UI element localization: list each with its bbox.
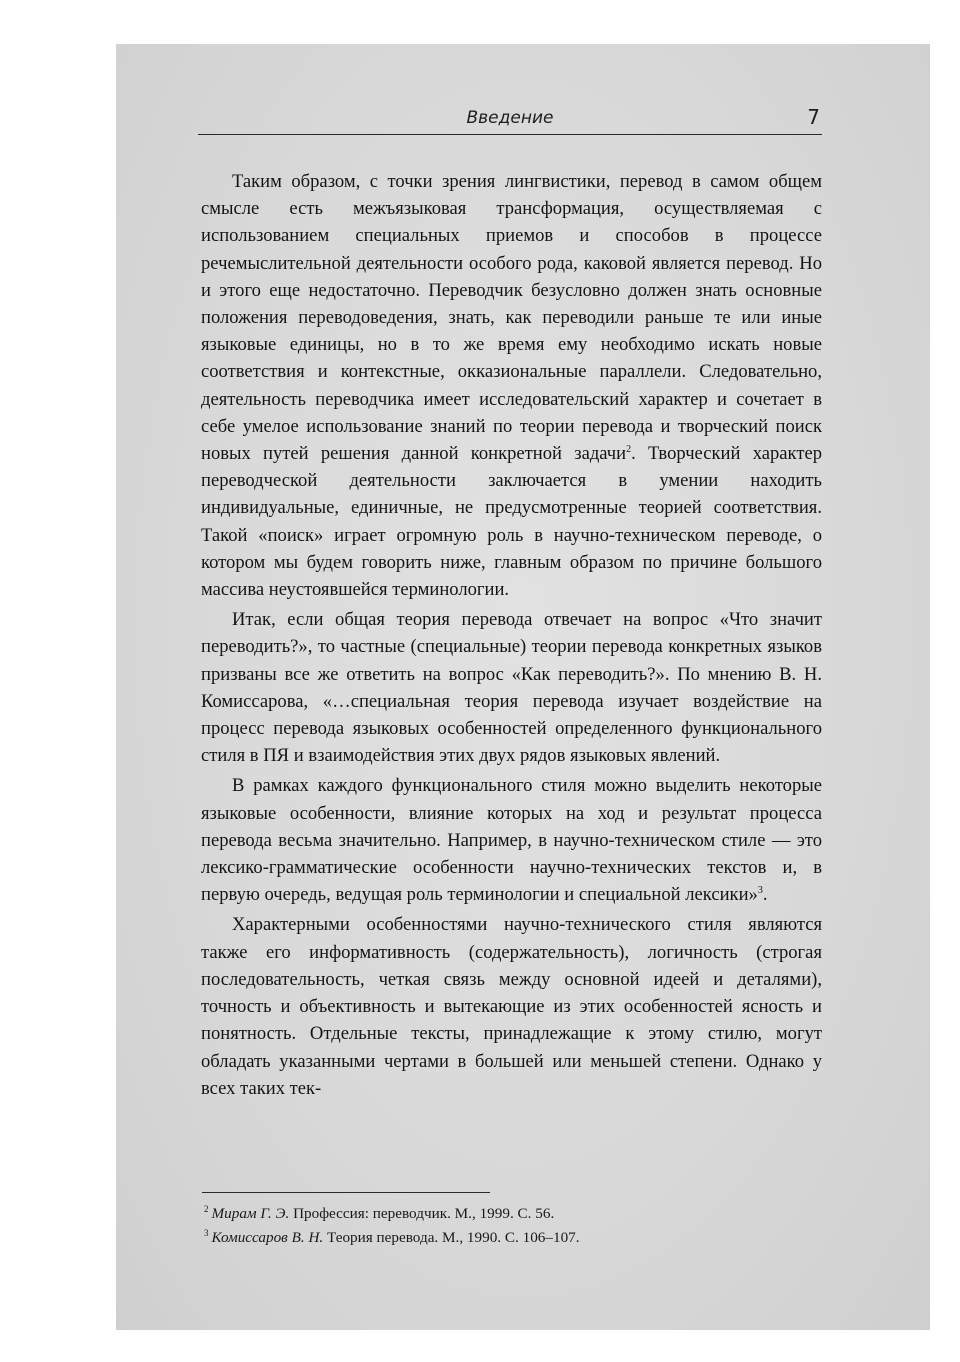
footnote-text: Теория перевода. М., 1990. С. 106–107. [323,1229,580,1246]
footnote-number: 3 [204,1228,209,1238]
footnote-author: Комиссаров В. Н. [211,1229,324,1246]
footnotes [204,1202,824,1250]
running-title: Введение [466,108,554,128]
paragraph-3 [201,772,822,908]
paragraph-4 [201,911,822,1101]
paragraph-text-tail: . Творческий характер переводческой деятельности заключается в умении находить индивидуальные, единичные, не предусмотренные теорией соответствия. Такой «поиск» играет огромную роль в научно-техническом переводе, о котором мы будем говорить ниже, главным образом по причине большого массива неустоявшейся терминологии. [201,443,823,601]
page-number: 7 [807,105,820,129]
body-text [201,168,822,1105]
footnote-ref-3: 3 [757,885,763,897]
paragraph-text: Итак, если общая теория перевода отвечает на вопрос «Что значит переводить?», то частные (специальные) теории перевода конкретных языков призваны все же ответить на вопрос «Как переводить?». По мнению В. Н. Комиссарова, «…специальная теория перевода изучает воздействие на процесс перевода языковых особенностей определенного функционального стиля в ПЯ и взаимодействия этих двух рядов языковых явлений. [201,609,822,767]
footnote-ref-2: 2 [626,444,632,456]
page-header [198,106,822,135]
footnote-3 [204,1226,824,1250]
paragraph-2 [201,606,822,769]
footnote-separator [202,1192,490,1193]
footnote-text: Профессия: переводчик. М., 1999. С. 56. [289,1205,555,1222]
paragraph-text: В рамках каждого функционального стиля можно выделить некоторые языковые особенности, влияние которых на ход и результат процесса перевода весьма значительно. Например, в научно-техническом стиле — это лексико-грамматические особенности научно-технических текстов и, в первую очередь, ведущая роль терминологии и специальной лексики» [201,775,822,906]
paragraph-1 [201,168,822,603]
footnote-number: 2 [204,1204,209,1214]
paragraph-text: Таким образом, с точки зрения лингвистики, перевод в самом общем смысле есть межъязыковая трансформация, осуществляемая с использованием специальных приемов и способов в процессе речемыслительной деятельности особого рода, каковой является перевод. Но и этого еще недостаточно. Переводчик безусловно должен знать основные положения переводоведения, знать, как переводили раньше те или иные языковые единицы, но в то же время ему необходимо искать новые соответствия и контекстные, окказиональные параллели. Следовательно, деятельность переводчика имеет исследовательский характер и сочетает в себе умелое использование знаний по теории перевода и творческий поиск новых путей решения данной конкретной задачи [201,171,822,465]
footnote-2 [204,1202,824,1226]
footnote-author: Мирам Г. Э. [211,1205,290,1222]
paragraph-text-tail: . [762,884,768,906]
paragraph-text: Характерными особенностями научно-технического стиля являются также его информативность (содержательность), логичность (строгая последовательность, четкая связь между основной идеей и деталями), точность и объективность и вытекающие из этих особенностей ясность и понятность. Отдельные тексты, принадлежащие к этому стилю, могут обладать указанными чертами в большей или меньшей степени. Однако у всех таких тек- [201,914,822,1099]
